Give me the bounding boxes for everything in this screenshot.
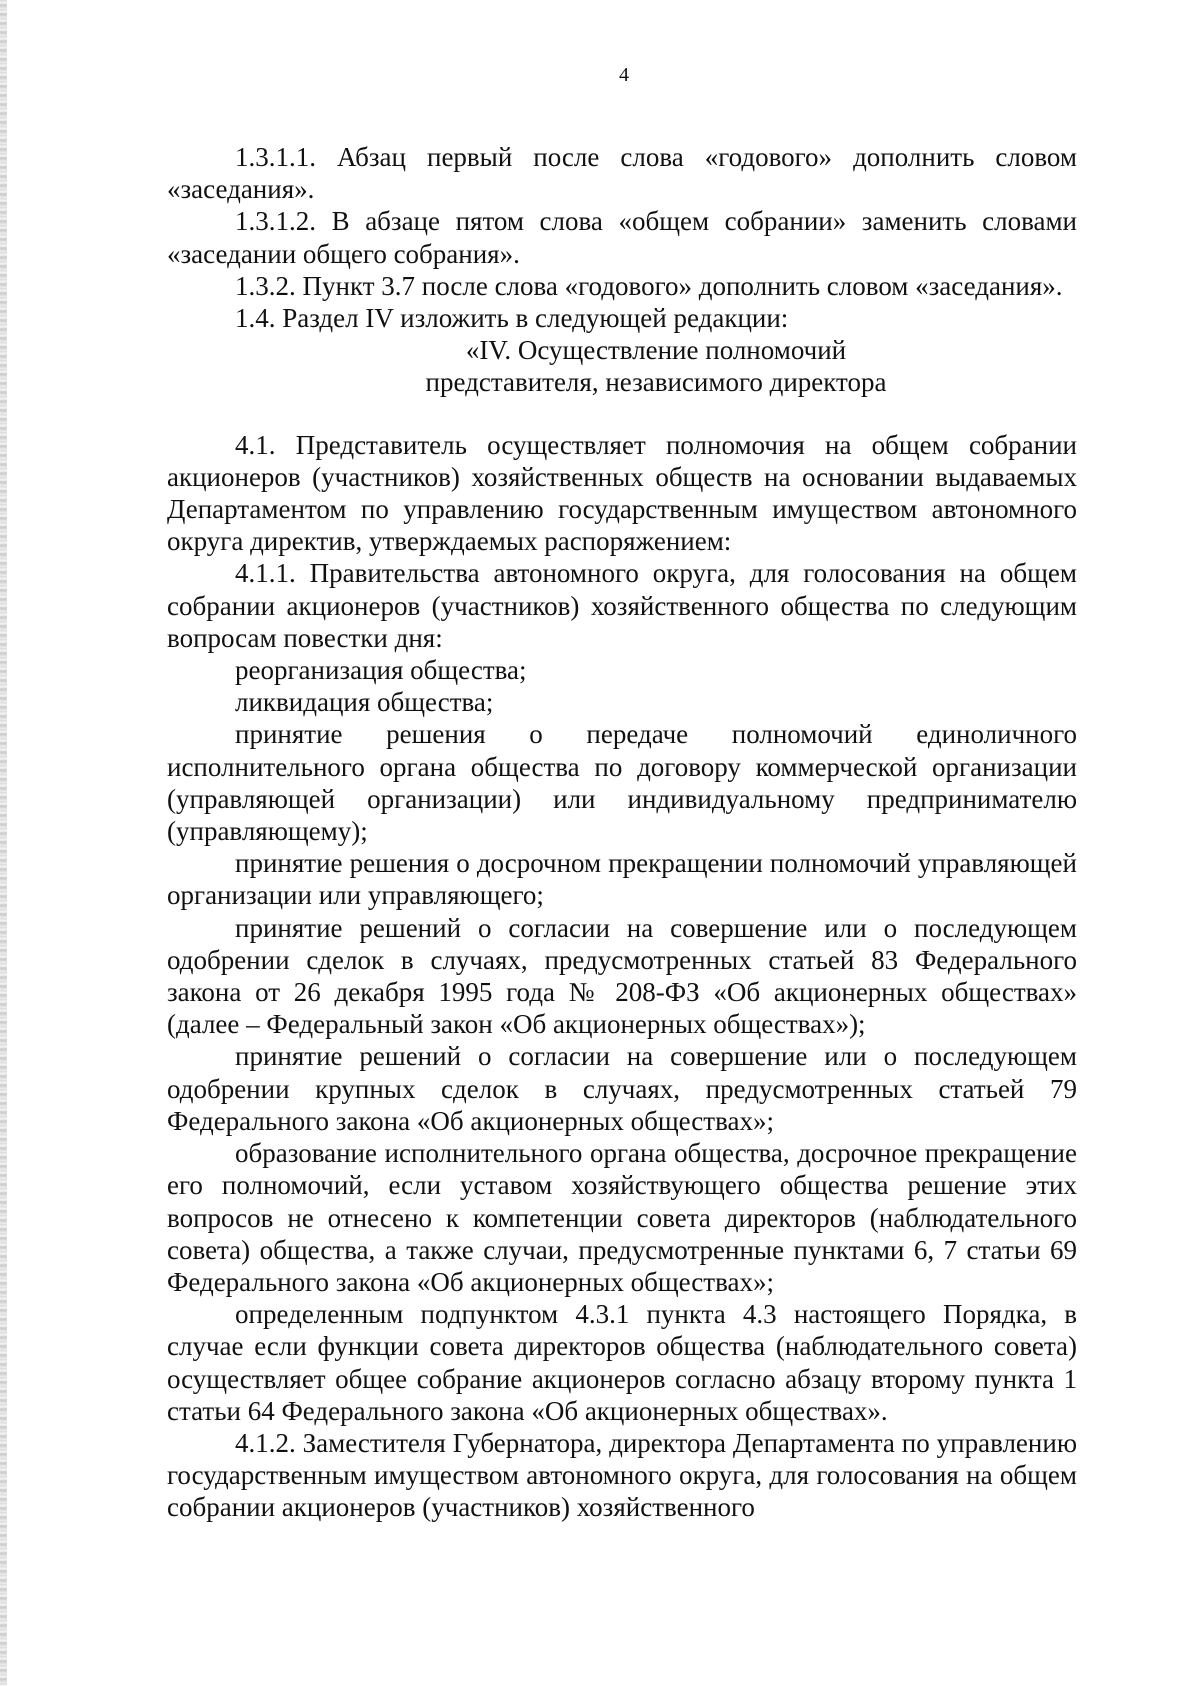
list-item-reorganization: реорганизация общества; (235, 655, 527, 686)
document-body (167, 141, 1077, 1524)
list-item-consent-major-transactions: принятие решений о согласии на совершение или о последующем одобрении крупных сделок в случаях, предусмотренных статьей 79 Федерального закона «Об акционерных обществах»; (167, 1041, 1077, 1136)
paragraph-1-3-2: 1.3.2. Пункт 3.7 после слова «годового» дополнить словом «заседания». (235, 270, 1063, 301)
paragraph-1-4: 1.4. Раздел IV изложить в следующей редакции: (235, 303, 789, 334)
paragraph-4-1: 4.1. Представитель осуществляет полномочия на общем собрании акционеров (участников) хозяйственных обществ на основании выдаваемых Департаментом по управлению государственным имуществом автономного округа директив, утверждаемых распоряжением: (167, 429, 1077, 557)
paragraph-1-3-1-1: 1.3.1.1. Абзац первый после слова «годового» дополнить словом «заседания». (167, 142, 1077, 205)
list-item-consent-transactions: принятие решений о согласии на совершение или о последующем одобрении сделок в случаях, предусмотренных статьей 83 Федерального закона от 26 декабря 1995 года № 208-ФЗ «Об акционерных обществах» (далее – Федеральный закон «Об акционерных обществах»); (167, 912, 1077, 1040)
scan-edge (0, 0, 7, 1686)
page-number: 4 (619, 64, 629, 86)
section-heading-line-1: «IV. Осуществление полномочий (465, 335, 847, 366)
list-item-subparagraph-4-3-1: определенным подпунктом 4.3.1 пункта 4.3 настоящего Порядка, в случае если функции совета директоров общества (наблюдательного совета) осуществляет общее собрание акционеров согласно абзацу второму пункта 1 статьи 64 Федерального закона «Об акционерных обществах». (167, 1299, 1077, 1426)
section-heading-line-2: представителя, независимого директора (425, 367, 887, 398)
list-item-liquidation: ликвидация общества; (235, 687, 494, 718)
paragraph-4-1-2: 4.1.2. Заместителя Губернатора, директора Департамента по управлению государственным имуществом автономного округа, для голосования на общем собрании акционеров (участников) хозяйственного (167, 1427, 1077, 1523)
paragraph-4-1-1: 4.1.1. Правительства автономного округа, для голосования на общем собрании акционеров (участников) хозяйственного общества по следующим вопросам повестки дня: (167, 558, 1077, 653)
paragraph-1-3-1-2: 1.3.1.2. В абзаце пятом слова «общем собрании» заменить словами «заседании общего собрания». (167, 206, 1077, 269)
list-item-early-termination: принятие решения о досрочном прекращении полномочий управляющей организации или управляющего; (167, 848, 1077, 911)
list-item-executive-body: образование исполнительного органа общества, досрочное прекращение его полномочий, если уставом хозяйствующего общества решение этих вопросов не отнесено к компетенции совета директоров (наблюдательного совета) общества, а также случаи, предусмотренные пунктами 6, 7 статьи 69 Федерального закона «Об акционерных обществах»; (167, 1138, 1077, 1297)
list-item-transfer-powers: принятие решения о передаче полномочий единоличного исполнительного органа общества по договору коммерческой организации (управляющей организации) или индивидуальному предпринимателю (управляющему); (167, 719, 1077, 847)
